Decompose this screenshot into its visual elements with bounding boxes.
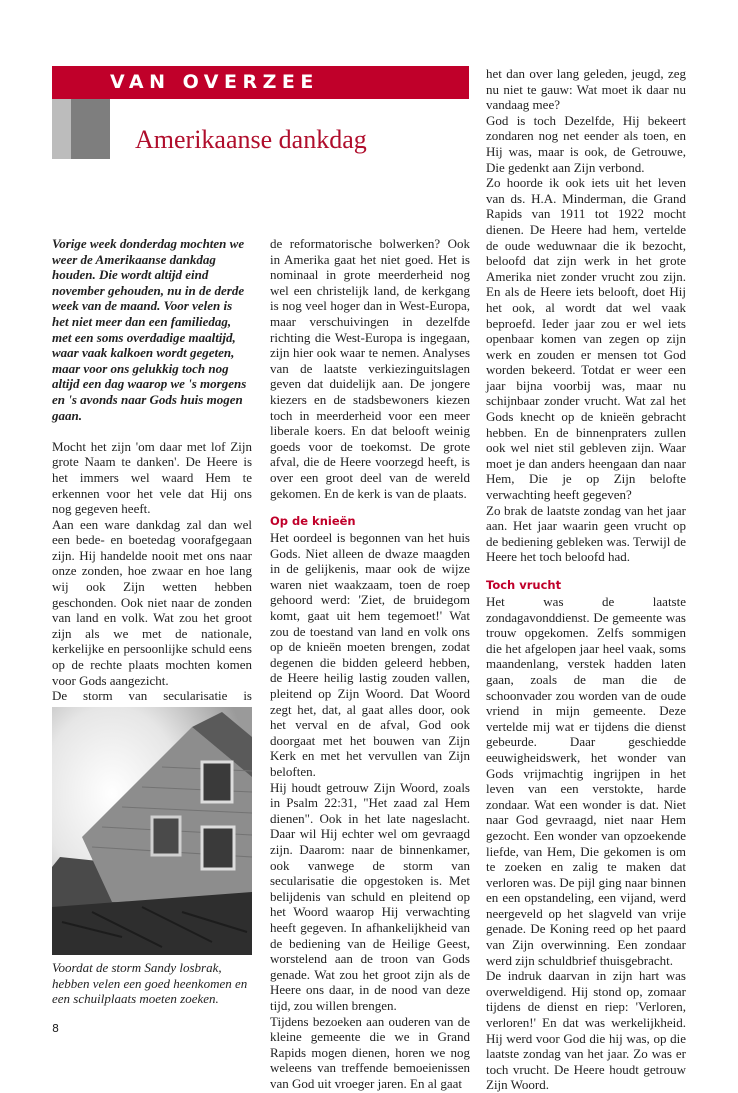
paragraph: Aan een ware dankdag zal dan wel een bede- en boetedag voorafgegaan zijn. Hij handelde nooit met ons naar onze zonden, hoe zwaar en hoe lang wij ook Zijn wetten hebben geschonden. Ook niet naar de zonden van land en volk. Wat zou het groot zijn als we met de nationale, kerkelijke en persoonlijke schuld eens op de rechte plaats mochten komen voor Gods aangezicht. — [52, 516, 252, 688]
paragraph: Mocht het zijn 'om daar met lof Zijn grote Naam te danken'. De Heere is het immers wel waard Hem te erkennen voor het vele dat Hij ons nog gegeven heeft. — [52, 438, 252, 517]
subheading: Toch vrucht — [486, 578, 562, 592]
paragraph: God is toch Dezelfde, Hij bekeert zondaren nog net eender als toen, en Hij was, maar is ook, de Getrouwe, Die gedenkt aan Zijn verbond. — [486, 112, 686, 175]
section-label: VAN OVERZEE — [110, 71, 319, 93]
paragraph: de reformatorische bolwerken? Ook in Amerika gaat het niet goed. Het is nominaal in grote meerderheid nog wel een christelijk land, de kerkgang is nog veel hoger dan in West-Europa, maar verschuivingen in dezelfde richting die West-Europa is ingegaan, zijn hier ook waar te nemen. Analyses van de laatste verkiezinguitslagen geven dat duidelijk aan. De jongere kiezers en de stadsbewoners kiezen toch in meerderheid voor een meer liberale koers. En dat belooft weinig goeds voor de toekomst. De grote afval, die de Heere voorzegd heeft, is over een groot deel van de wereld gekomen. En de kerk is van de plaats. — [270, 236, 470, 501]
decor-white-block — [110, 99, 130, 159]
paragraph: Zo hoorde ik ook iets uit het leven van ds. H.A. Minderman, die Grand Rapids van 1911 tot 1922 mocht dienen. De Heere had hem, vertelde de oude weduwnaar die ik bezocht, beloofd dat zijn werk in het grote Amerika niet zonder vrucht zou zijn. En als de Heere iets belooft, doet Hij het ook, al wordt dat wel vaak beproefd. Ieder jaar zou er wel iets openbaar komen van zegen op zijn werk en zouden er mensen tot God worden bekeerd. Totdat er weer een jaar bijna voorbij was, maar nu schijnbaar zonder vrucht. Wat zal het Gods knecht op de knieën gebracht hebben. En de binnenpraters zullen ook wel niet stil gebleven zijn. Waar moet je dan anders heengaan dan naar Hem, Die je op Zijn belofte verwachting heeft gegeven? — [486, 175, 686, 503]
paragraph: De indruk daarvan in zijn hart was overweldigend. Hij stond op, zomaar tijdens de dienst en riep: 'Verloren, verloren!' En dat was werkelijkheid. Hij werd voor God die hij was, op die laatste zondag van het jaar. Zo was er toch vrucht. De Heere houdt getrouw Zijn Woord. — [486, 968, 686, 1093]
paragraph: Hij houdt getrouw Zijn Woord, zoals in Psalm 22:31, "Het zaad zal Hem dienen". Ook in het late nageslacht. Daar wil Hij echter wel om gevraagd zijn. Daarom: naar de binnenkamer, ook vanwege de storm van secularisatie die opgestoken is. Met belijdenis van schuld en pleitend op het Woord waarop Hij verwachting heeft gegeven. In afhankelijkheid van de bediening van de Heilige Geest, worstelend aan de troon van Gods genade. Wat zou het groot zijn als de Heere ons daar, in de nood van deze tijd, zou willen brengen. — [270, 779, 470, 1013]
column-3 — [486, 66, 686, 1093]
photo-caption: Voordat de storm Sandy losbrak, hebben velen een goed heenkomen en een schuilplaats moeten zoeken. — [52, 960, 248, 1007]
storm-house-photo — [52, 707, 252, 955]
subheading: Op de knieën — [270, 514, 356, 529]
paragraph: De storm van secularisatie is — [52, 688, 252, 704]
column-1 — [52, 236, 252, 735]
paragraph: het dan over lang geleden, jeugd, zeg nu niet te gauw: Wat moet ik daar nu vandaag mee? — [486, 66, 686, 113]
paragraph: Tijdens bezoeken aan ouderen van de kleine gemeente die we in Grand Rapids mogen dienen, horen we nog weleens van treffende bemoeienissen van God uit vroeger jaren. En al gaat — [270, 1013, 470, 1091]
column-2 — [270, 236, 470, 1091]
paragraph: Zo brak de laatste zondag van het jaar aan. Het jaar waarin geen vrucht op de bediening gebleken was. Terwijl de Heere het toch beloofd had. — [486, 502, 686, 565]
paragraph: Het was de laatste zondagavonddienst. De gemeente was trouw opgekomen. Zelfs sommigen die het afgelopen jaar heel vaak, soms maandenlang, verstek hadden laten gaan, zoals de man die de schoonvader zou worden van de oude vriend in mijn gemeente. Deze vertelde mij wat er tijdens die dienst gebeurde. Daar geschiedde eeuwigheidswerk, het wonder van Gods vrijmachtig ingrijpen in het leven van een verstokte, harde zondaar. Wat een wonder is dat. Niet naar God gevraagd, niet naar Hem gezocht. Een wonder van opzoekende liefde, van Hem, Die gekomen is om te zoeken en zalig te maken dat verloren was. De pijl ging naar binnen en een opstandeling, een vijand, werd neergeveld op het slagveld van vrije genade. De Koning reed op het paard van Zijn overwinning. Een zondaar werd zijn schuldbrief thuisgebracht. — [486, 594, 686, 968]
article-title: Amerikaanse dankdag — [135, 125, 367, 154]
article-intro: Vorige week donderdag mochten we weer de Amerikaanse dankdag houden. Die wordt altijd eind november gehouden, nu in de derde week van de maand. Voor velen is het niet meer dan een familiedag, met een soms overdadige maaltijd, waar vaak kalkoen wordt gegeten, maar voor ons gelukkig toch nog altijd een dag waarop we 's morgens en 's avonds naar Gods huis mogen gaan. — [52, 236, 247, 423]
paragraph: Het oordeel is begonnen van het huis Gods. Niet alleen de dwaze maagden in de gelijkenis, maar ook de wijze waren niet waakzaam, toen de roep gehoord werd: 'Ziet, de bruidegom komt, gaat uit hem tegemoet!' Wat zou de toestand van land en volk ons op de knieën moeten brengen, zodat degenen die bidden geleerd hebben, de Heere heilig lastig zouden vallen, pleitend op Zijn Woord. Dat Woord zegt het, dat, al gaat alles door, ook het verval en de afval, God ook doorgaat met het bouwen van Zijn Kerk en met het vervullen van Zijn beloften. — [270, 530, 470, 779]
page-number: 8 — [52, 1022, 59, 1035]
